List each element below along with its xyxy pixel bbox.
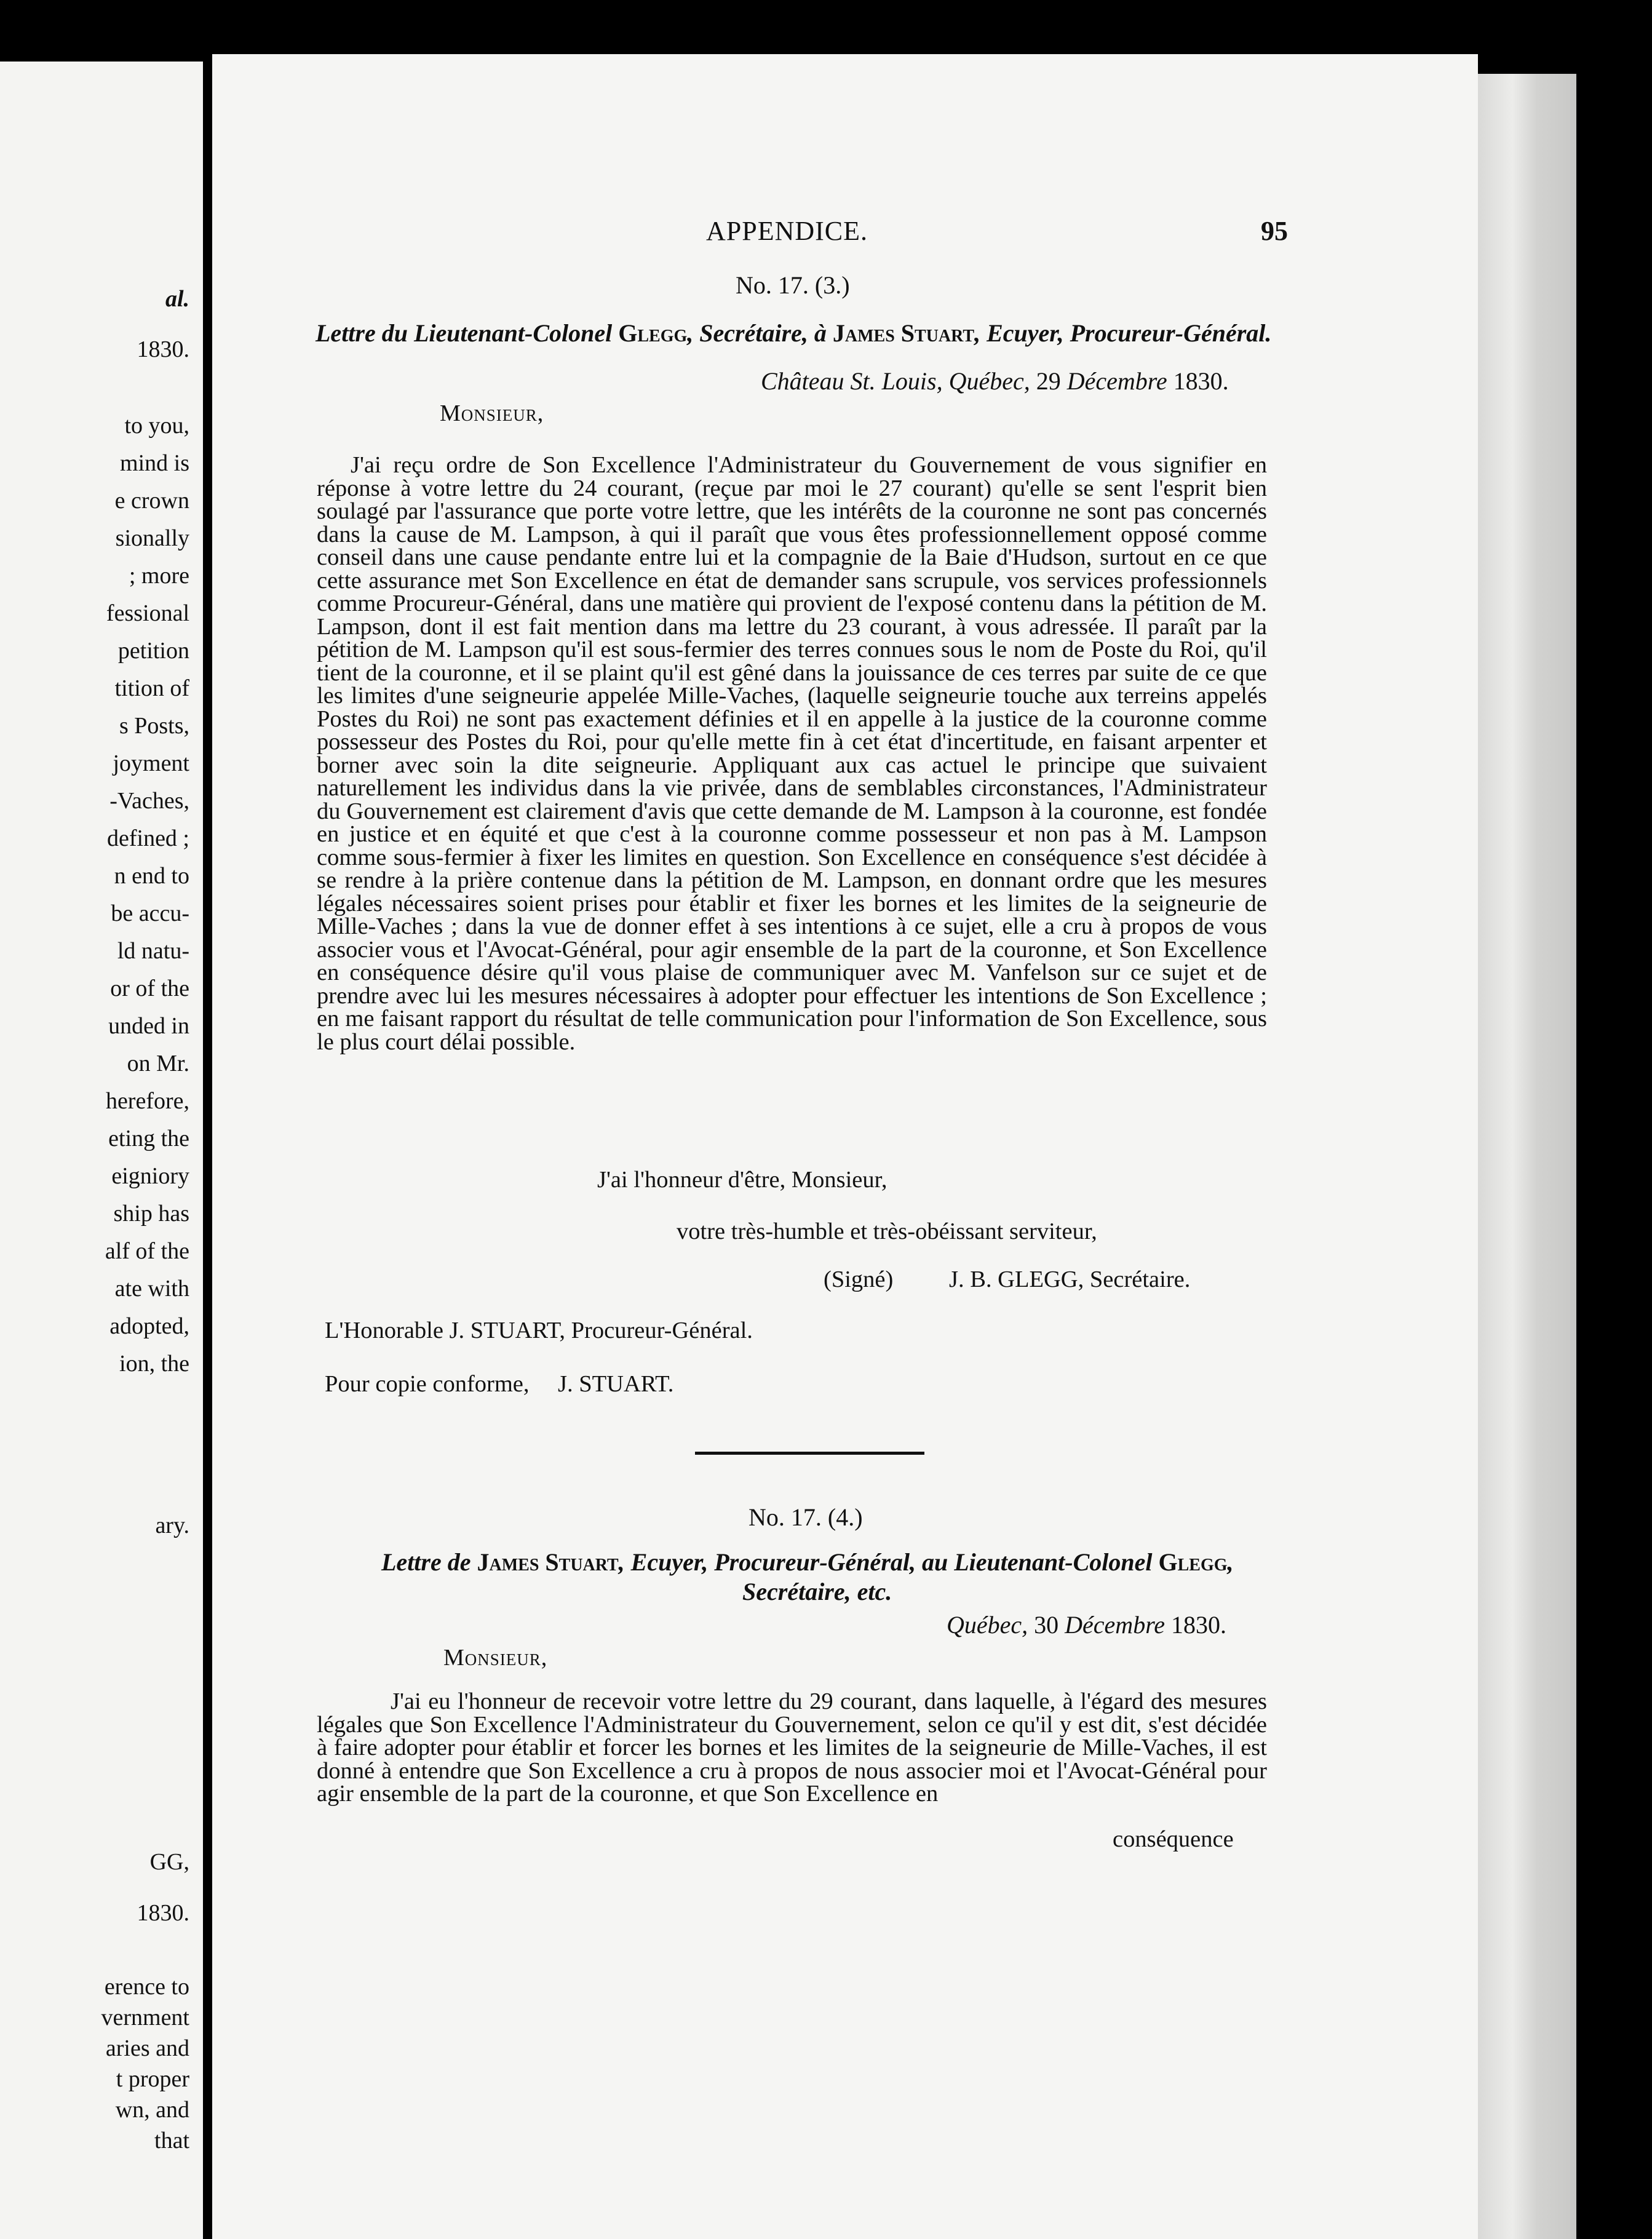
- left-page-text-fragment: eting the: [108, 1126, 189, 1151]
- running-header: APPENDICE.: [706, 216, 868, 246]
- closing-line: J'ai l'honneur d'être, Monsieur,: [597, 1167, 888, 1193]
- left-page-text-fragment: tition of: [114, 675, 189, 701]
- left-page-text-fragment: joyment: [113, 750, 189, 776]
- left-page-text-fragment: 1830.: [137, 1900, 189, 1926]
- left-page-text-fragment: mind is: [120, 450, 189, 476]
- letter-title: Lettre du Lieutenant-Colonel Glegg, Secrétaire, à James Stuart, Ecuyer, Procureur-Général.: [316, 319, 1272, 347]
- left-page-text-fragment: be accu-: [111, 901, 189, 926]
- signed-tag: (Signé): [824, 1267, 894, 1292]
- left-page-text-fragment: or of the: [110, 976, 189, 1001]
- letter-title-line2: Secrétaire, etc.: [742, 1578, 892, 1605]
- left-page-text-fragment: al.: [165, 286, 189, 312]
- left-page-text-fragment: petition: [117, 638, 189, 664]
- salutation: Monsieur,: [440, 400, 544, 426]
- left-page-text-fragment: fessional: [106, 600, 189, 626]
- left-page-text-fragment: e crown: [114, 488, 189, 514]
- letter-body: J'ai eu l'honneur de recevoir votre lettre du 29 courant, dans laquelle, à l'égard des mesures légales que Son Excellence l'Administrateur du Gouvernement, selon ce qu'il y est dit, s'est décidée à faire adopter pour établir et forcer les bornes et les limites de la seigneurie de Mille-Vaches, il est donné à entendre que Son Excellence a cru à propos de nous associer moi et l'Avocat-Général pour agir ensemble de la part de la couronne, et que Son Excellence en: [317, 1688, 1267, 1807]
- left-page-text-fragment: ate with: [114, 1276, 189, 1302]
- closing-line: votre très-humble et très-obéissant serviteur,: [677, 1219, 1097, 1244]
- left-page-text-fragment: to you,: [124, 413, 189, 439]
- left-page-text-fragment: unded in: [108, 1013, 189, 1039]
- document-number: No. 17. (3.): [736, 271, 850, 299]
- copy-signature: J. STUART.: [558, 1371, 674, 1397]
- letter-body: J'ai reçu ordre de Son Excellence l'Administrateur du Gouvernement de vous signifier en réponse à votre lettre du 24 courant, (reçue par moi le 27 courant) qu'elle se sent l'esprit bien soulagé par l'assurance que porte votre lettre, que les intérêts de la couronne ne sont pas concernés dans la cause de M. Lampson, à qui il paraît que vous êtes professionnellement opposé comme conseil dans une cause pendante entre lui et la compagnie de la Baie d'Hudson, surtout en ce que cette assurance met Son Excellence en état de demander sans scrupule, vos services professionnels comme Procureur-Général, dans une matière qui provient de l'exposé contenu dans la pétition de M. Lampson, dont il est fait mention dans ma lettre du 23 courant, à vous adressée. Il paraît par la pétition de M. Lampson qu'il est sous-fermier des terres connues sous le nom de Poste du Roi, qu'il tient de la couronne, et il se plaint qu'il est gêné dans la jouissance de ces terres par suite de ce que les limites d'une seigneurie appelée Mille-Vaches, (laquelle seigneurie touche aux terreins appelés Postes du Roi) ne sont pas exactement définies et il en appelle à la justice de la couronne comme possesseur des Postes du Roi, pour qu'elle mette fin à cet état d'incertitude, en faisant arpenter et borner avec soin la dite seigneurie. Appliquant aux cas actuel le principe que suivaient naturellement les individus dans la vie privée, dans de semblables circonstances, l'Administrateur du Gouvernement est clairement d'avis que cette demande de M. Lampson à la couronne, est fondée en justice et en équité et que c'est à la couronne comme possesseur et non pas à M. Lampson comme sous-fermier à fixer les limites en question. Son Excellence en conséquence s'est décidée à se rendre à la prière contenue dans la pétition de M. Lampson, en donnant ordre que les mesures légales nécessaires soient prises pour établir et fixer les bornes et les limites de la seigneurie de Mille-Vaches ; dans la vue de donner effet à ses intentions à ce sujet, elle a cru à propos de vous associer vous et l'Avocat-Général, pour agir ensemble de la part de la couronne, et Son Excellence en conséquence désire qu'il vous plaise de communiquer avec M. Vanfelson sur ce sujet et de prendre avec lui les mesures nécessaires à adopter pour effectuer les intentions de Son Excellence ; en me faisant rapport du résultat de telle communication pour l'information de Son Excellence, sous le plus court délai possible.: [317, 452, 1267, 1055]
- left-page-text-fragment: wn, and: [115, 2097, 189, 2123]
- letter-dateline: Château St. Louis, Québec, 29 Décembre 1830.: [761, 367, 1229, 395]
- addressee: L'Honorable J. STUART, Procureur-Général.: [325, 1318, 753, 1343]
- left-page-text-fragment: herefore,: [105, 1088, 189, 1114]
- left-page-text-fragment: ; more: [129, 563, 189, 589]
- left-page-text-fragment: eigniory: [111, 1163, 189, 1189]
- left-page-text-fragment: that: [154, 2128, 189, 2153]
- left-page-text-fragment: aries and: [105, 2035, 189, 2061]
- copy-label: Pour copie conforme,: [325, 1371, 530, 1397]
- left-page-text-fragment: defined ;: [106, 825, 189, 851]
- left-page-text-fragment: erence to: [104, 1974, 189, 2000]
- left-page-text-fragment: vernment: [101, 2005, 189, 2030]
- document-number: No. 17. (4.): [749, 1503, 863, 1531]
- left-page-text-fragment: 1830.: [137, 336, 189, 362]
- left-page-text-fragment: GG,: [149, 1849, 189, 1875]
- page-number: 95: [1261, 216, 1288, 246]
- left-page-text-fragment: n end to: [114, 863, 189, 889]
- page-edge: [1478, 74, 1576, 2239]
- left-page-text-fragment: ion, the: [119, 1351, 189, 1377]
- left-page-text-fragment: adopted,: [109, 1313, 189, 1339]
- left-page-text-fragment: alf of the: [105, 1238, 189, 1264]
- letter-title: Lettre de James Stuart, Ecuyer, Procureur-Général, au Lieutenant-Colonel Glegg,: [381, 1548, 1234, 1576]
- catchword: conséquence: [1113, 1826, 1234, 1852]
- left-page-text-fragment: on Mr.: [127, 1051, 189, 1076]
- main-page: [212, 54, 1478, 2239]
- section-divider: [695, 1452, 924, 1455]
- left-page-text-fragment: -Vaches,: [109, 788, 189, 814]
- salutation: Monsieur,: [443, 1645, 548, 1671]
- left-page-text-fragment: ld natu-: [117, 938, 189, 964]
- letter-dateline: Québec, 30 Décembre 1830.: [947, 1611, 1227, 1639]
- left-facing-page: [0, 62, 203, 2239]
- signature: J. B. GLEGG, Secrétaire.: [949, 1267, 1191, 1292]
- left-page-text-fragment: ary.: [155, 1513, 189, 1538]
- left-page-text-fragment: ship has: [113, 1201, 189, 1227]
- left-page-text-fragment: sionally: [115, 525, 189, 551]
- left-page-text-fragment: t proper: [116, 2066, 189, 2092]
- left-page-text-fragment: s Posts,: [119, 713, 189, 739]
